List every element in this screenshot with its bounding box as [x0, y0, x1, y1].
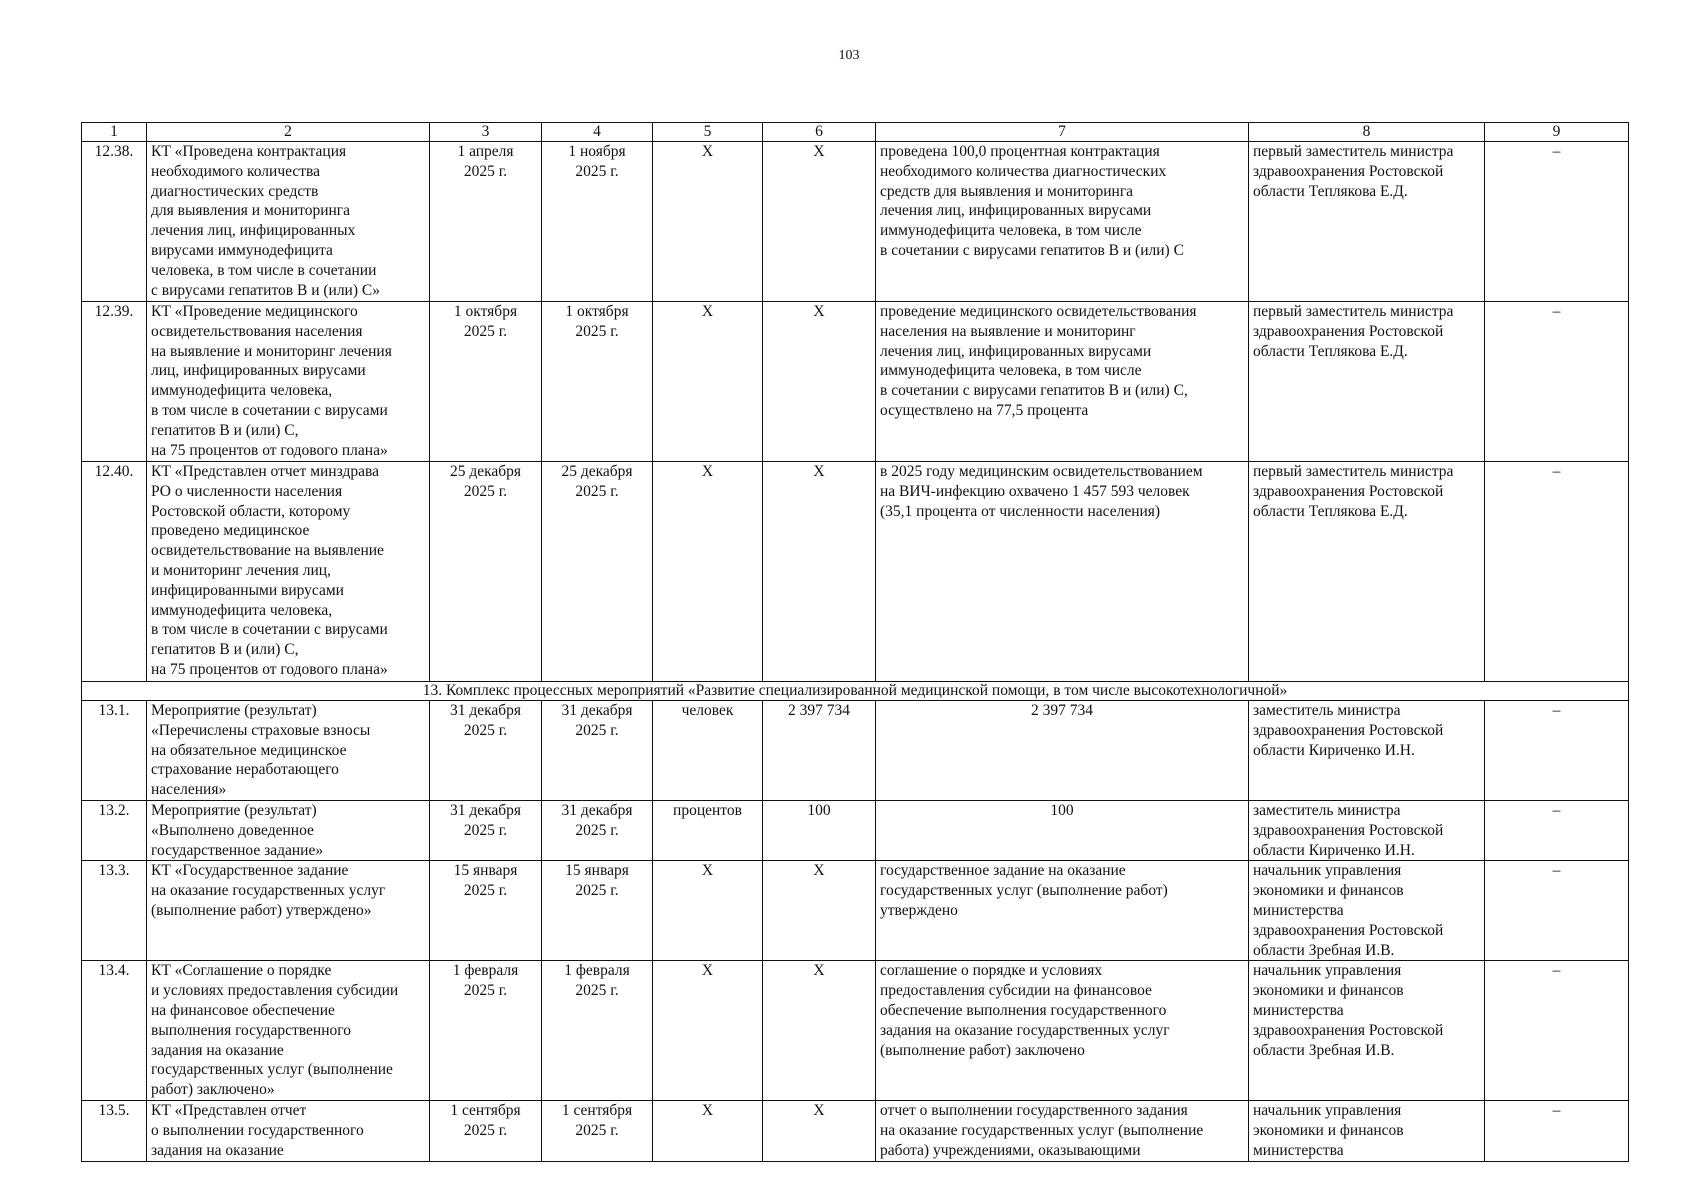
row-number: 13.5. [82, 1101, 147, 1161]
note: – [1485, 961, 1629, 1101]
result: 2 397 734 [876, 701, 1249, 801]
start-date: 1 февраля 2025 г. [430, 961, 542, 1101]
activities-table [81, 122, 1629, 1162]
end-date: 1 ноября 2025 г. [542, 142, 653, 302]
column-number: 9 [1485, 123, 1629, 142]
end-date: 25 декабря 2025 г. [542, 462, 653, 682]
unit: человек [653, 701, 763, 801]
end-date: 1 февраля 2025 г. [542, 961, 653, 1101]
note: – [1485, 462, 1629, 682]
value: Х [763, 142, 876, 302]
value: 2 397 734 [763, 701, 876, 801]
section-title: 13. Комплекс процессных мероприятий «Развитие специализированной медицинской помощи, в том числе высокотехнологичной» [82, 682, 1629, 701]
unit: Х [653, 302, 763, 462]
responsible: заместитель министра здравоохранения Ростовской области Кириченко И.Н. [1249, 701, 1485, 801]
start-date: 1 сентября 2025 г. [430, 1101, 542, 1161]
result: проведение медицинского освидетельствования населения на выявление и мониторинг лечения лиц, инфицированных вирусами иммунодефицита человека, в том числе в сочетании с вирусами гепатитов В и (или) С, осуществлено на 77,5 процента [876, 302, 1249, 462]
row-number: 13.3. [82, 861, 147, 961]
row-number: 13.1. [82, 701, 147, 801]
row-number: 12.38. [82, 142, 147, 302]
note: – [1485, 861, 1629, 961]
row-number: 12.40. [82, 462, 147, 682]
table-row [82, 462, 1629, 682]
table-row [82, 801, 1629, 861]
unit: Х [653, 1101, 763, 1161]
note: – [1485, 1101, 1629, 1161]
responsible: заместитель министра здравоохранения Ростовской области Кириченко И.Н. [1249, 801, 1485, 861]
value: Х [763, 302, 876, 462]
column-number: 3 [430, 123, 542, 142]
start-date: 1 апреля 2025 г. [430, 142, 542, 302]
row-title: КТ «Представлен отчет о выполнении государственного задания на оказание [147, 1101, 430, 1161]
end-date: 1 октября 2025 г. [542, 302, 653, 462]
responsible: начальник управления экономики и финансов министерства [1249, 1101, 1485, 1161]
start-date: 1 октября 2025 г. [430, 302, 542, 462]
result: проведена 100,0 процентная контрактация необходимого количества диагностических средств для выявления и мониторинга лечения лиц, инфицированных вирусами иммунодефицита человека, в том числе в сочетании с вирусами гепатитов В и (или) С [876, 142, 1249, 302]
start-date: 31 декабря 2025 г. [430, 801, 542, 861]
row-title: КТ «Соглашение о порядке и условиях предоставления субсидии на финансовое обеспечение выполнения государственного задания на оказание государственных услуг (выполнение работ) заключено» [147, 961, 430, 1101]
end-date: 1 сентября 2025 г. [542, 1101, 653, 1161]
table-row [82, 701, 1629, 801]
table-row [82, 302, 1629, 462]
start-date: 25 декабря 2025 г. [430, 462, 542, 682]
result: государственное задание на оказание государственных услуг (выполнение работ) утверждено [876, 861, 1249, 961]
column-number: 4 [542, 123, 653, 142]
page-number: 103 [838, 48, 860, 63]
row-title: КТ «Проведение медицинского освидетельствования населения на выявление и мониторинг лечения лиц, инфицированных вирусами иммунодефицита человека, в том числе в сочетании с вирусами гепатитов В и (или) С, на 75 процентов от годового плана» [147, 302, 430, 462]
note: – [1485, 142, 1629, 302]
responsible: первый заместитель министра здравоохранения Ростовской области Теплякова Е.Д. [1249, 302, 1485, 462]
end-date: 15 января 2025 г. [542, 861, 653, 961]
column-number-row [82, 123, 1629, 142]
column-number: 7 [876, 123, 1249, 142]
value: Х [763, 861, 876, 961]
column-number: 5 [653, 123, 763, 142]
value: Х [763, 462, 876, 682]
column-number: 1 [82, 123, 147, 142]
note: – [1485, 801, 1629, 861]
end-date: 31 декабря 2025 г. [542, 701, 653, 801]
unit: Х [653, 861, 763, 961]
unit: Х [653, 961, 763, 1101]
result: отчет о выполнении государственного задания на оказание государственных услуг (выполнение работа) учреждениями, оказывающими [876, 1101, 1249, 1161]
responsible: первый заместитель министра здравоохранения Ростовской области Теплякова Е.Д. [1249, 142, 1485, 302]
value: Х [763, 961, 876, 1101]
note: – [1485, 701, 1629, 801]
responsible: начальник управления экономики и финансов министерства здравоохранения Ростовской области Зребная И.В. [1249, 861, 1485, 961]
result: в 2025 году медицинским освидетельствованием на ВИЧ-инфекцию охвачено 1 457 593 человек (35,1 процента от численности населения) [876, 462, 1249, 682]
result: соглашение о порядке и условиях предоставления субсидии на финансовое обеспечение выполнения государственного задания на оказание государственных услуг (выполнение работ) заключено [876, 961, 1249, 1101]
unit: Х [653, 462, 763, 682]
result: 100 [876, 801, 1249, 861]
start-date: 15 января 2025 г. [430, 861, 542, 961]
row-title: КТ «Государственное задание на оказание государственных услуг (выполнение работ) утверждено» [147, 861, 430, 961]
column-number: 6 [763, 123, 876, 142]
table-row [82, 1101, 1629, 1161]
note: – [1485, 302, 1629, 462]
responsible: первый заместитель министра здравоохранения Ростовской области Теплякова Е.Д. [1249, 462, 1485, 682]
row-number: 13.2. [82, 801, 147, 861]
start-date: 31 декабря 2025 г. [430, 701, 542, 801]
unit: Х [653, 142, 763, 302]
table-row [82, 961, 1629, 1101]
value: 100 [763, 801, 876, 861]
row-number: 13.4. [82, 961, 147, 1101]
column-number: 2 [147, 123, 430, 142]
unit: процентов [653, 801, 763, 861]
value: Х [763, 1101, 876, 1161]
row-number: 12.39. [82, 302, 147, 462]
end-date: 31 декабря 2025 г. [542, 801, 653, 861]
row-title: КТ «Проведена контрактация необходимого количества диагностических средств для выявления и мониторинга лечения лиц, инфицированных вирусами иммунодефицита человека, в том числе в сочетании с вирусами гепатитов В и (или) С» [147, 142, 430, 302]
responsible: начальник управления экономики и финансов министерства здравоохранения Ростовской области Зребная И.В. [1249, 961, 1485, 1101]
table-row [82, 861, 1629, 961]
column-number: 8 [1249, 123, 1485, 142]
table-row [82, 142, 1629, 302]
section-row [82, 682, 1629, 701]
row-title: КТ «Представлен отчет минздрава РО о численности населения Ростовской области, которому проведено медицинское освидетельствование на выявление и мониторинг лечения лиц, инфицированными вирусами иммунодефицита человека, в том числе в сочетании с вирусами гепатитов В и (или) С, на 75 процентов от годового плана» [147, 462, 430, 682]
row-title: Мероприятие (результат) «Перечислены страховые взносы на обязательное медицинское страхование неработающего населения» [147, 701, 430, 801]
row-title: Мероприятие (результат) «Выполнено доведенное государственное задание» [147, 801, 430, 861]
